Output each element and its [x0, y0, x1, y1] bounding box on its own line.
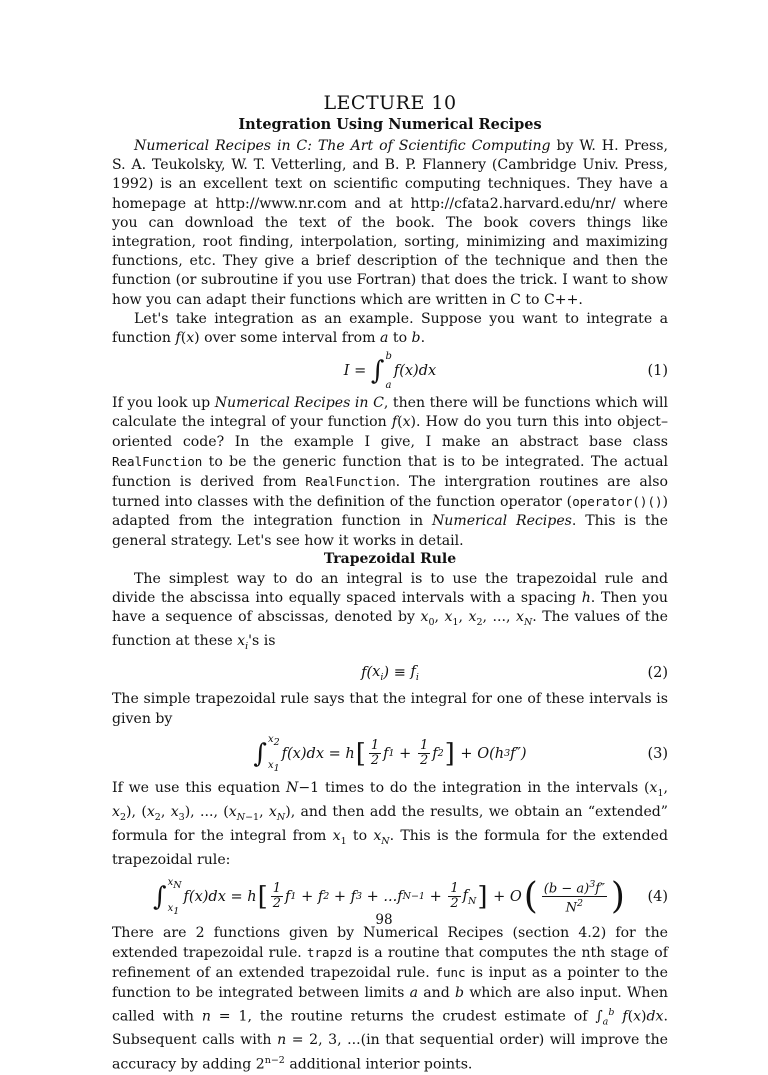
paragraph-trapzd: There are 2 functions given by Numerical Recipes (section 4.2) for the extended trapezoidal rule. trapzd is a routine that computes the nth stage of refinement of an extended trapezoidal rule. func is input as a pointer to the function to be integrated between limits a and b which are also input. When called with n = 1, the routine returns the crudest estimate of $\int_a^b$ f(x)dx. Subsequent calls with n = 2, 3, ...(in that sequential order) will improve the accuracy by adding $2^{n-2}$ additional interior points. [112, 924, 669, 1073]
section-heading: Trapezoidal Rule [323, 550, 457, 567]
code-func: func [435, 965, 466, 981]
equation-4: ∫ $x_N$ $x_1$ f ( x ) dx = h [ $\frac{1}{2}$ f 1 + f 2 + f 3 + ... f N−1 + $\frac{1}{2}$ $f_N$ ] + O ( $\frac{(b - a)^3f''}{N^2}$ ) (4) [153, 875, 668, 917]
paragraph-extended: If we use this equation N−1 times to do the integration in the intervals ($x_1$, $x_2$), ($x_2$, $x_3$), ..., ($x_{N-1}$, $x_N$), and then add the results, we obtain an “extended” formula for the integral from $x_1$ to $x_N$. This is the formula for the extended trapezoidal rule: [112, 779, 669, 868]
paragraph-oop-strategy: If you look up Numerical Recipes in C, then there will be functions which will calculate the integral of your function f(x). How do you turn this into object–oriented code? In the example I give, I make an abstract base class RealFunction to be the generic function that is to be integrated. The actual function is derived from RealFunction. The intergration routines are also turned into classes with the definition of the function operator (operator()()) adapted from the integration function in Numerical Recipes. This is the general strategy. Let's see how it works in detail. [112, 395, 668, 549]
lecture-subtitle: Integration Using Numerical Recipes [238, 116, 542, 133]
paragraph-intro: Numerical Recipes in C: The Art of Scientific Computing by W. H. Press, S. A. Teukolsky, W. T. Vetterling, and B. P. Flannery (Cambridge Univ. Press, 1992) is an excellent text on scientific computing techniques. They have a homepage at http://www.nr.com and at http://cfata2.harvard.edu/nr/ where you can download the text of the book. The book covers things like integration, root finding, interpolation, sorting, minimizing and maximizing functions, etc. They give a brief description of the technique and then the function (or subroutine if you use Fortran) that does the trick. I want to show how you can adapt their functions which are written in C to C++. [112, 138, 668, 308]
integral-sign: ∫ b a [370, 351, 392, 392]
paragraph-simple-rule: The simple trapezoidal rule says that the integral for one of these intervals is given by [112, 691, 668, 727]
page-number: 98 [375, 912, 393, 928]
equation-2: f ( $x_i$ ) ≡ $f_i$ (2) [361, 663, 668, 683]
equation-number: (1) [647, 363, 668, 380]
code-operator: operator()() [572, 494, 663, 510]
code-trapzd: trapzd [306, 945, 353, 961]
book-title: Numerical Recipes in C: The Art of Scientific Computing [134, 138, 551, 154]
paragraph-trapezoid-intro: The simplest way to do an integral is to use the trapezoidal rule and divide the abscissa into equally spaced intervals with a spacing h. Then you have a sequence of abscissas, denoted by $x_0$, $x_1$, $x_2$, ..., $x_N$. The values of the function at these $x_i's$ is [112, 570, 669, 653]
paragraph-integration-example: Let's take integration as an example. Suppose you want to integrate a function f(x) over some interval from a to b. [112, 310, 668, 347]
equation-3: ∫ $x_2$ $x_1$ f ( x ) dx = h [ $\frac{1}{2}$ f 1 + $\frac{1}{2}$ f 2 ] + O ( h 3 f ″) (3) [253, 733, 668, 774]
lecture-title: LECTURE 10 [323, 92, 457, 114]
code-realfunction: RealFunction [112, 453, 203, 469]
equation-1: I = ∫ b a f(x)dx (1) [343, 351, 668, 392]
